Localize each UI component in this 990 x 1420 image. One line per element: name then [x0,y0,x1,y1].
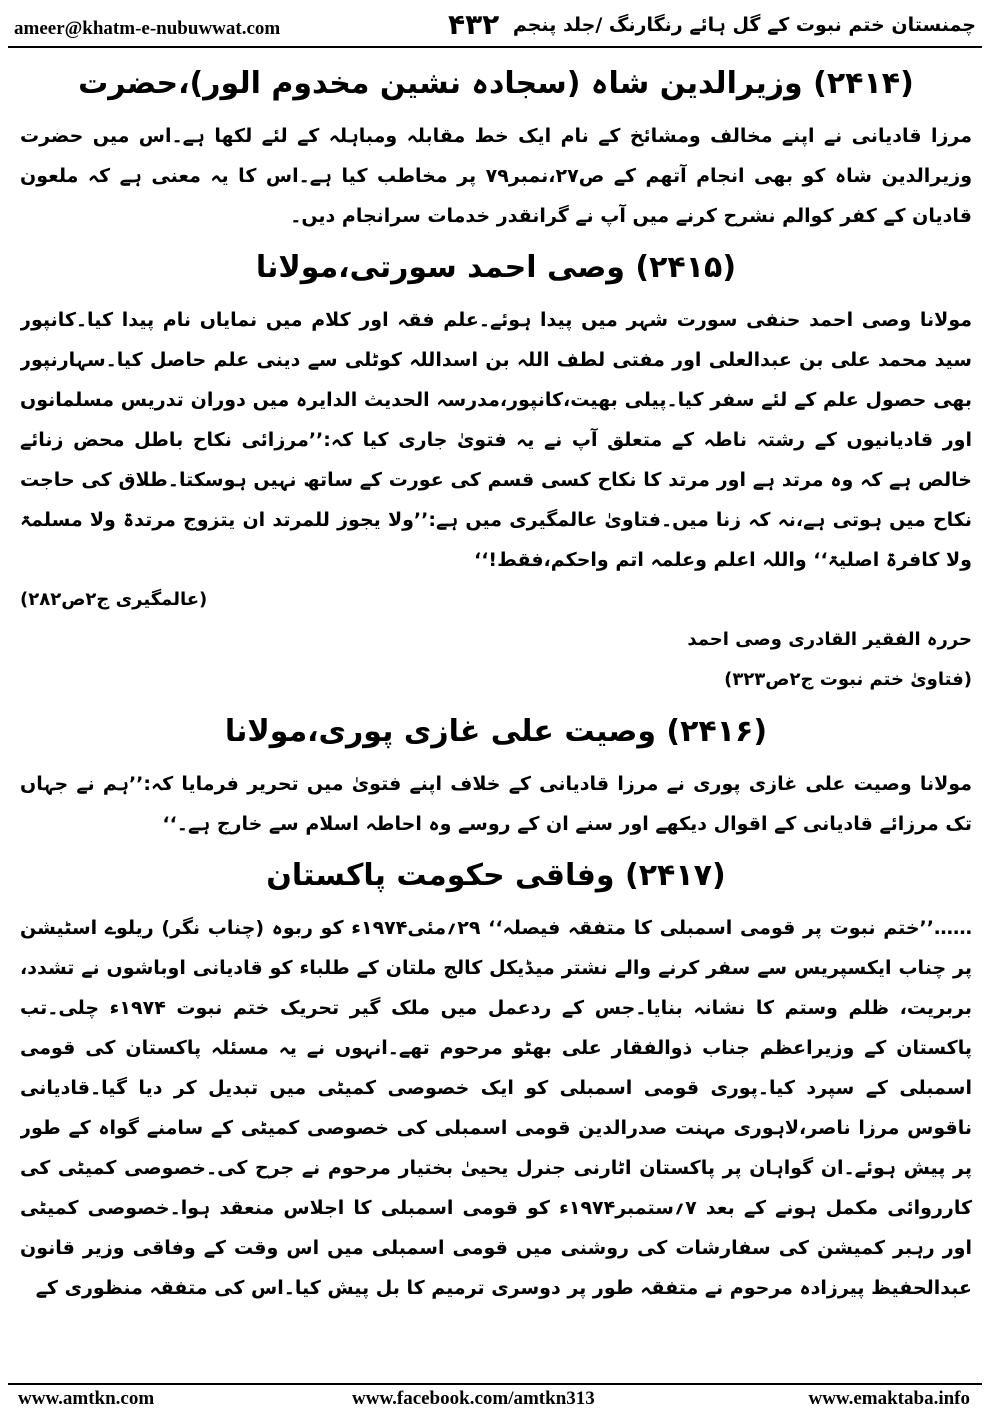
header-rule [8,46,982,48]
footer-link-amtkn[interactable]: www.amtkn.com [18,1388,155,1409]
page-content [20,52,972,1377]
section-paragraph: مولانا وصیت علی غازی پوری نے مرزا قادیانی کے خلاف اپنے فتویٰ میں تحریر فرمایا کہ:’’ہم نے جہاں تک مرزائے قادیانی کے اقوال دیکھے اور سنے ان کے روسے وہ احاطہ اسلام سے خارج ہے۔‘‘ [20,773,972,835]
footer-link-emaktaba[interactable]: www.emaktaba.info [808,1388,970,1409]
section-2415 [20,236,972,700]
footer-rule [8,1383,982,1385]
section-paragraph: مولانا وصی احمد حنفی سورت شہر میں پیدا ہوئے۔علم فقہ اور کلام میں نمایاں نام پیدا کیا۔کانپور سید محمد علی بن عبدالعلی اور مفتی لطف اللہ بن اسداللہ کوٹلی سے دینی علم حاصل کیا۔سہارنپور بھی حصول علم کے لئے سفر کیا۔پیلی بھیت،کانپور،مدرسہ الحدیث الدایرہ میں دوران تدریس مسلمانوں اور قادیانیوں کے رشتہ ناطہ کے متعلق آپ نے یہ فتویٰ جاری کیا کہ:’’مرزائی نکاح باطل محض زنائے خالص ہے کہ وہ مرتد ہے اور مرتد کا نکاح کسی قسم کی عورت کے ساتھ نہیں ہوسکتا۔طلاق کی حاجت نکاح میں ہوتی ہے،نہ کہ زنا میں۔فتاویٰ عالمگیری میں ہے:’’ولا یجوز للمرتد ان یتزوج مرتدۃ ولا مسلمۃ ولا کافرۃ اصلیۃ‘‘ واللہ اعلم وعلمہ اتم واحکم،فقط!‘‘ [20,309,972,571]
footer-link-facebook[interactable]: www.facebook.com/amtkn313 [352,1388,595,1409]
page-footer [0,1388,990,1414]
header-email: ameer@khatm-e-nubuwwat.com [14,18,281,39]
book-title: چمنستان ختم نبوت کے گل ہائے رنگارنگ /جلد پنجم [512,14,976,36]
page-number: ۴۳۲ [448,8,500,41]
section-heading: (۲۴۱۶) وصیت علی غازی پوری،مولانا [224,714,768,749]
source-citation: (فتاویٰ ختم نبوت ج۲ص۳۲۳) [724,669,972,690]
section-2416 [20,700,972,844]
section-heading: (۲۴۱۵) وصی احمد سورتی،مولانا [255,250,737,285]
section-heading: (۲۴۱۷) وفاقی حکومت پاکستان [266,858,726,893]
section-2417 [20,844,972,1308]
signature: حررہ الفقیر القادری وصی احمد [687,629,972,650]
section-2414 [20,52,972,236]
section-heading: (۲۴۱۴) وزیرالدین شاہ (سجادہ نشین مخدوم الور)،حضرت [78,66,914,101]
section-paragraph: مرزا قادیانی نے اپنے مخالف ومشائخ کے نام ایک خط مقابلہ ومباہلہ کے لئے لکھا ہے۔اس میں حضرت وزیرالدین شاہ کو بھی انجام آتھم کے ص۲۷،نمبر۷۹ پر مخاطب کیا ہے۔اس کا یہ معنی ہے کہ ملعون قادیان کے کفر کوالم نشرح کرنے میں آپ نے گرانقدر خدمات سرانجام دیں۔ [20,125,972,227]
page-header [8,6,982,46]
section-paragraph: ……’’ختم نبوت پر قومی اسمبلی کا متفقہ فیصلہ‘‘ ۲۹؍مئی۱۹۷۴ء کو ربوہ (چناب نگر) ریلوے اسٹیشن پر چناب ایکسپریس سے سفر کرنے والے نشتر میڈیکل کالج ملتان کے طلباء کو قادیانی اوباشوں نے تشدد، بربریت، ظلم وستم کا نشانہ بنایا۔جس کے ردعمل میں ملک گیر تحریک ختم نبوت ۱۹۷۴ء چلی۔تب پاکستان کے وزیراعظم جناب ذوالفقار علی بھٹو مرحوم تھے۔انہوں نے یہ مسئلہ پاکستان کی قومی اسمبلی کے سپرد کیا۔پوری قومی اسمبلی کو ایک خصوصی کمیٹی میں تبدیل کر دیا گیا۔قادیانی ناقوس مرزا ناصر،لاہوری مہنت صدرالدین قومی اسمبلی کی خصوصی کمیٹی کے سامنے گواہ کے طور پر پیش ہوئے۔ان گواہان پر پاکستان اٹارنی جنرل یحییٰ بختیار مرحوم نے جرح کی۔خصوصی کمیٹی کی کارروائی مکمل ہونے کے بعد ۷؍ستمبر۱۹۷۴ء کو قومی اسمبلی کا اجلاس منعقد ہوا۔خصوصی کمیٹی اور رہبر کمیشن کی سفارشات کی روشنی میں قومی اسمبلی میں اس وقت کے وفاقی وزیر قانون عبدالحفیظ پیرزادہ مرحوم نے متفقہ طور پر دوسری ترمیم کا بل پیش کیا۔اس کی متفقہ منظوری کے [20,917,972,1299]
reference-citation: (عالمگیری ج۲ص۲۸۲) [20,589,208,610]
